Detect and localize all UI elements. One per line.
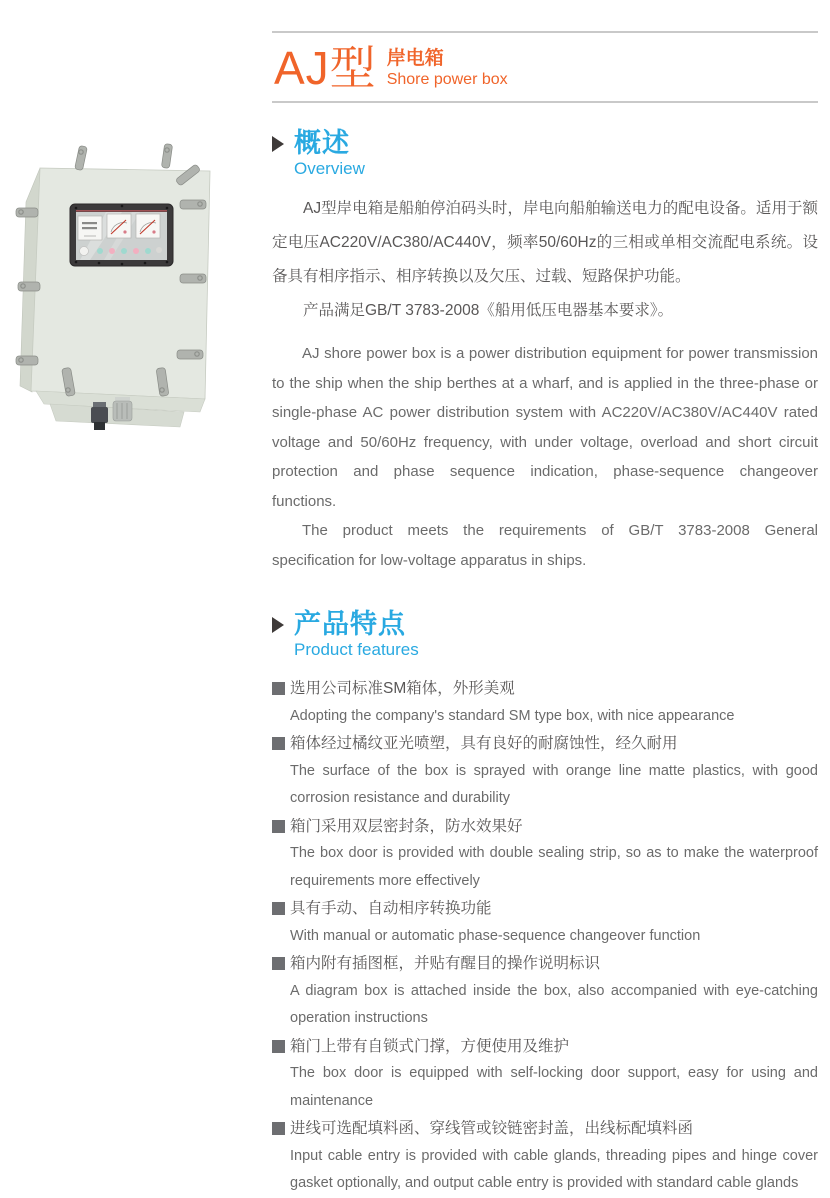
analog-meter-3 bbox=[136, 214, 160, 238]
cable-gland-dark bbox=[91, 402, 108, 430]
features-heading-en: Product features bbox=[294, 640, 419, 659]
shore-power-box-illustration bbox=[14, 140, 256, 462]
bullet-square-icon bbox=[272, 1040, 285, 1053]
feature-text-cn: 具有手动、自动相序转换功能 bbox=[290, 900, 492, 917]
feature-text-cn: 箱门采用双层密封条，防水效果好 bbox=[290, 817, 523, 835]
product-name-cn: 岸电箱 bbox=[386, 48, 444, 69]
overview-heading bbox=[272, 129, 818, 179]
feature-text-cn: 箱门上带有自锁式门撑，方便使用及维护 bbox=[290, 1037, 570, 1055]
section-product-features bbox=[272, 610, 818, 1198]
analog-meter-1 bbox=[78, 216, 102, 240]
feature-item bbox=[272, 1033, 818, 1116]
bullet-square-icon bbox=[272, 902, 285, 915]
feature-text-en: With manual or automatic phase-sequence changeover function bbox=[290, 927, 701, 944]
overview-paragraph-en-1: AJ shore power box is a power distribution equipment for power transmission to the ship when the ship berthes at a wharf, and is applied in the three-phase or single-phase AC power distribution system with AC220V/AC380V/AC440V rated voltage and 50/60Hz frequency, with under voltage, overload and short circuit protection and phase sequence indication, phase-sequence changeover functions. bbox=[272, 345, 818, 510]
feature-item bbox=[272, 1115, 818, 1198]
product-name-en: Shore power box bbox=[386, 71, 508, 88]
content-column bbox=[272, 0, 818, 1198]
feature-text-cn: 箱体经过橘纹亚光喷塑，具有良好的耐腐蚀性，经久耐用 bbox=[290, 735, 678, 752]
feature-text-cn: 选用公司标准SM箱体，外形美观 bbox=[290, 680, 515, 697]
feature-item bbox=[272, 730, 818, 813]
overview-paragraph-en-2: The product meets the requirements of GB/T 3783-2008 General specification for low-voltage apparatus in ships. bbox=[272, 522, 818, 569]
product-name bbox=[387, 48, 508, 91]
cable-gland-metal bbox=[113, 397, 132, 421]
feature-text-cn: 进线可选配填料函、穿线管或铰链密封盖，出线标配填料函 bbox=[290, 1120, 694, 1137]
bullet-square-icon bbox=[272, 737, 285, 750]
overview-paragraph-cn-2: 产品满足GB/T 3783-2008《船用低压电器基本要求》。 bbox=[303, 302, 674, 319]
features-list bbox=[272, 675, 818, 1198]
feature-text-en: A diagram box is attached inside the box, also accompanied with eye-catching operation instructions bbox=[290, 982, 818, 1026]
bullet-square-icon bbox=[272, 682, 285, 695]
feature-text-en: Adopting the company's standard SM type box, with nice appearance bbox=[290, 707, 735, 724]
overview-paragraph-cn-1: AJ型岸电箱是船舶停泊码头时，岸电向船舶输送电力的配电设备。适用于额定电压AC220V/AC380/AC440V，频率50/60Hz的三相或单相交流配电系统。设备具有相序指示、相序转换以及欠压、过载、短路保护功能。 bbox=[272, 200, 818, 285]
bullet-square-icon bbox=[272, 1122, 285, 1135]
feature-text-cn: 箱内附有插图框，并贴有醒目的操作说明标识 bbox=[290, 955, 601, 972]
analog-meter-2 bbox=[107, 214, 131, 238]
feature-item bbox=[272, 895, 818, 950]
feature-item bbox=[272, 675, 818, 730]
section-arrow-icon bbox=[272, 617, 284, 633]
feature-item bbox=[272, 950, 818, 1033]
section-overview bbox=[272, 129, 818, 575]
feature-text-en: The surface of the box is sprayed with orange line matte plastics, with good corrosion resistance and durability bbox=[290, 762, 818, 806]
model-title: AJ型 bbox=[274, 42, 377, 94]
features-heading-cn: 产品特点 bbox=[294, 609, 406, 639]
feature-item bbox=[272, 813, 818, 896]
feature-text-en: The box door is equipped with self-locking door support, easy for using and maintenance bbox=[290, 1065, 818, 1109]
features-heading bbox=[272, 610, 818, 660]
overview-heading-cn: 概述 bbox=[294, 128, 350, 158]
feature-text-en: The box door is provided with double sealing strip, so as to make the waterproof requirements more effectively bbox=[290, 845, 818, 889]
title-block bbox=[272, 31, 818, 103]
feature-text-en: Input cable entry is provided with cable glands, threading pipes and hinge cover gasket optionally, and output cable entry is provided with standard cable glands bbox=[290, 1147, 818, 1191]
bullet-square-icon bbox=[272, 957, 285, 970]
overview-heading-en: Overview bbox=[294, 159, 365, 178]
product-photo bbox=[14, 140, 256, 462]
section-arrow-icon bbox=[272, 136, 284, 152]
bullet-square-icon bbox=[272, 820, 285, 833]
